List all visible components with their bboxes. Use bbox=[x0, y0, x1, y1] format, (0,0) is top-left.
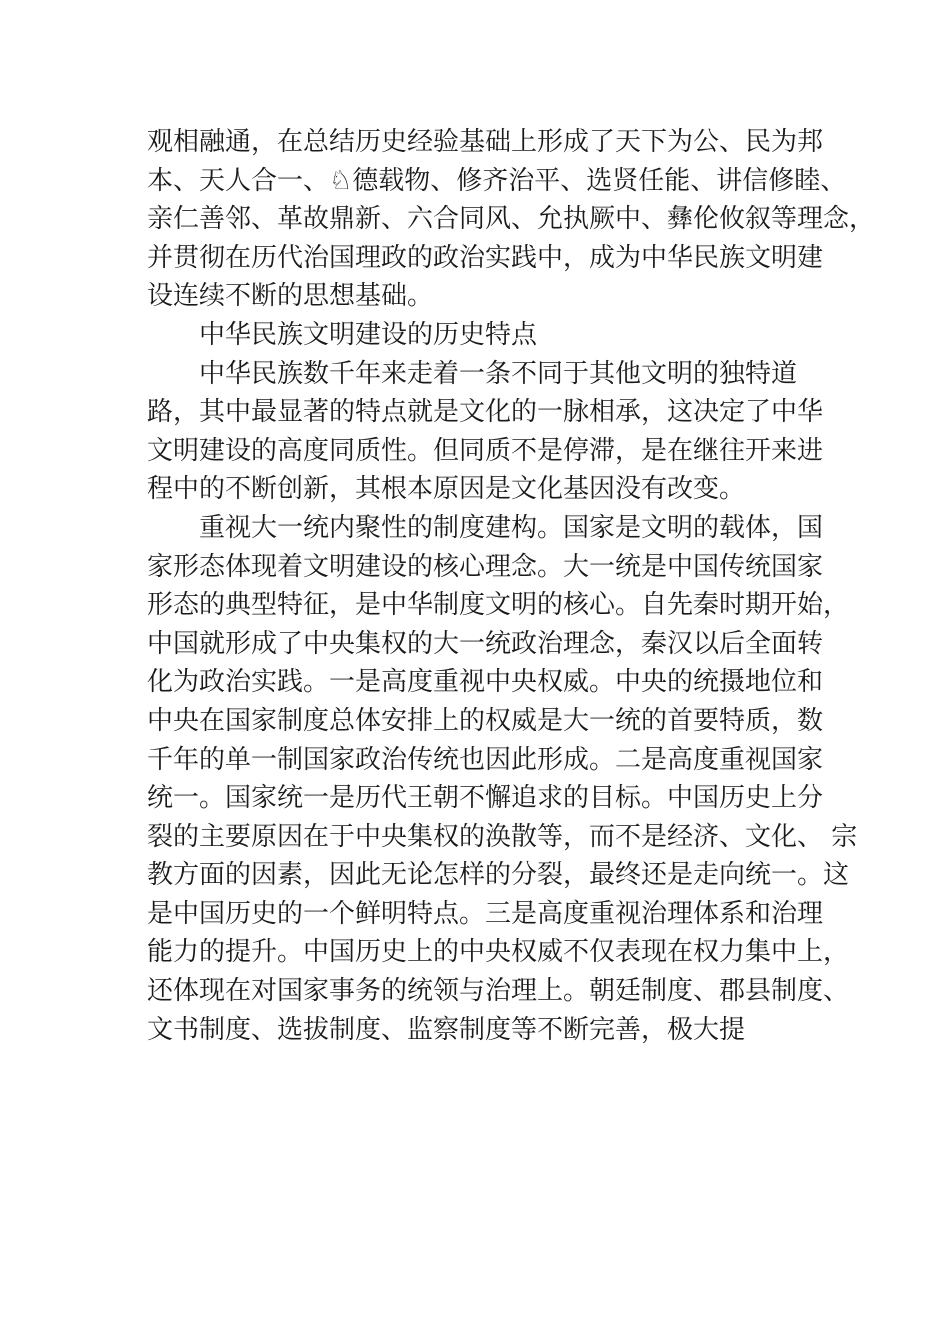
text-line: 观相融通，在总结历史经验基础上形成了天下为公、民为邦 bbox=[147, 127, 824, 157]
text-line: 并贯彻在历代治国理政的政治实践中，成为中华民族文明建 bbox=[147, 242, 824, 273]
text-line: 能力的提升。中国历史上的中央权威不仅表现在权力集中上， bbox=[147, 937, 850, 968]
text-line: 千年的单一制国家政治传统也因此形成。二是高度重视国家 bbox=[147, 744, 824, 775]
paragraph bbox=[147, 355, 827, 509]
paragraph bbox=[147, 123, 876, 316]
text-line: 中国就形成了中央集权的大一统政治理念，秦汉以后全面转 bbox=[147, 628, 824, 659]
text-line: 统一。国家统一是历代王朝不懈追求的目标。中国历史上分 bbox=[147, 783, 824, 814]
text-line: 路，其中最显著的特点就是文化的一脉相承，这决定了中华 bbox=[147, 397, 824, 428]
text-line: 教方面的因素，因此无论怎样的分裂，最终还是走向统一。这 bbox=[147, 860, 850, 891]
body-text bbox=[147, 123, 876, 1049]
text-line: 形态的典型特征，是中华制度文明的核心。自先秦时期开始， bbox=[147, 590, 850, 621]
text-line: 设连续不断的思想基础。 bbox=[147, 281, 434, 312]
section-heading bbox=[147, 316, 827, 355]
text-line: 本、天人合一、♘德载物、修齐治平、选贤任能、讲信修睦、 bbox=[147, 165, 847, 196]
text-line: 裂的主要原因在于中央集权的涣散等，而不是经济、文化、 宗 bbox=[147, 821, 858, 852]
text-line: 文书制度、选拔制度、监察制度等不断完善，极大提 bbox=[147, 1014, 746, 1045]
text-line: 还体现在对国家事务的统领与治理上。朝廷制度、郡县制度、 bbox=[147, 976, 850, 1007]
text-line: 重视大一统内聚性的制度建构。国家是文明的载体，国 bbox=[199, 512, 824, 543]
text-line: 程中的不断创新，其根本原因是文化基因没有改变。 bbox=[147, 474, 746, 505]
text-line: 中央在国家制度总体安排上的权威是大一统的首要特质，数 bbox=[147, 705, 824, 736]
text-line: 中华民族文明建设的历史特点 bbox=[199, 319, 538, 350]
text-line: 化为政治实践。一是高度重视中央权威。中央的统摄地位和 bbox=[147, 667, 824, 698]
text-line: 是中国历史的一个鲜明特点。三是高度重视治理体系和治理 bbox=[147, 898, 824, 929]
text-line: 亲仁善邻、革故鼎新、六合同风、允执厥中、彝伦攸叙等理念， bbox=[147, 204, 876, 235]
text-line: 文明建设的高度同质性。但同质不是停滞，是在继往开来进 bbox=[147, 435, 824, 466]
text-line: 家形态体现着文明建设的核心理念。大一统是中国传统国家 bbox=[147, 551, 824, 582]
text-line: 中华民族数千年来走着一条不同于其他文明的独特道 bbox=[199, 358, 798, 389]
paragraph bbox=[147, 509, 858, 1049]
